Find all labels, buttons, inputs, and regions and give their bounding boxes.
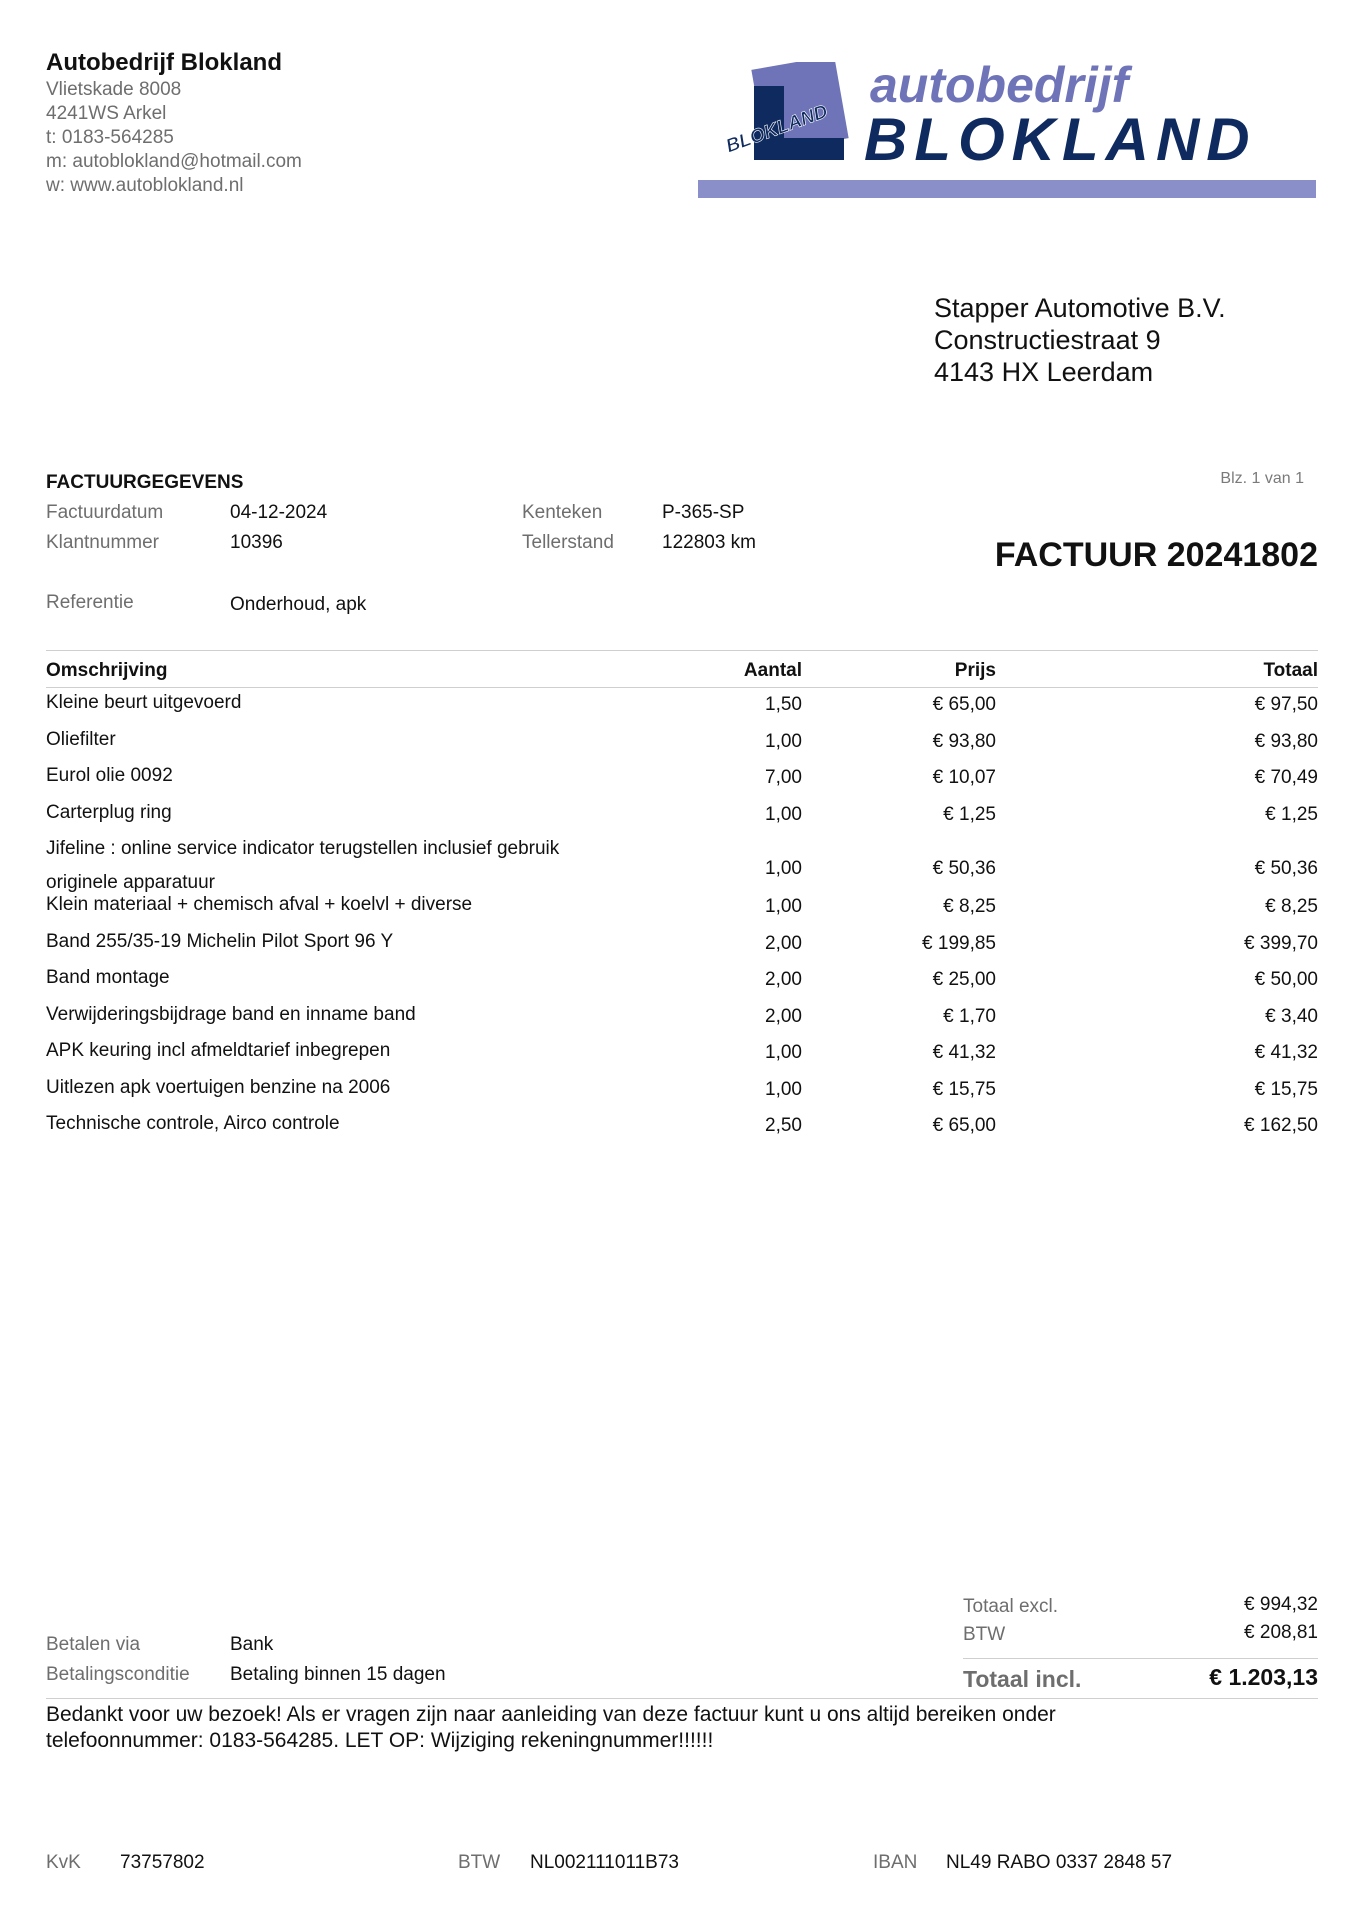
sender-address: Vlietskade 8008 xyxy=(46,79,182,100)
iban-number: NL49 RABO 0337 2848 57 xyxy=(946,1852,1173,1873)
logo-word-autobedrijf: autobedrijf xyxy=(870,62,1129,113)
line-description-continued: originele apparatuur xyxy=(46,872,216,893)
sender-block xyxy=(46,48,302,198)
reference: Onderhoud, apk xyxy=(230,594,367,615)
line-total: € 15,75 xyxy=(1254,1078,1318,1100)
table-row xyxy=(46,727,1318,764)
sender-website: w: www.autoblokland.nl xyxy=(46,175,244,196)
table-row xyxy=(46,836,1318,892)
customer-number: 10396 xyxy=(230,532,283,553)
line-total: € 1,25 xyxy=(1265,803,1318,825)
logo-bar xyxy=(698,180,1316,198)
line-unit-price: € 15,75 xyxy=(932,1078,996,1100)
payment-method: Bank xyxy=(230,1634,274,1655)
vat-number-label: BTW xyxy=(458,1852,501,1873)
recipient-block xyxy=(934,292,1226,388)
payment-method-label: Betalen via xyxy=(46,1634,141,1655)
odometer: 122803 km xyxy=(662,532,757,553)
vat-number: NL002111011B73 xyxy=(530,1852,679,1873)
table-top-rule xyxy=(46,650,1318,651)
payment-terms: Betaling binnen 15 dagen xyxy=(230,1664,446,1685)
line-description: Oliefilter xyxy=(46,728,116,750)
line-quantity: 1,00 xyxy=(765,730,802,752)
line-description: Kleine beurt uitgevoerd xyxy=(46,692,242,713)
line-total: € 50,00 xyxy=(1254,969,1318,990)
line-total: € 93,80 xyxy=(1254,730,1318,752)
line-total: € 8,25 xyxy=(1265,896,1318,917)
table-row xyxy=(46,1002,1318,1039)
grand-total-value: € 1.203,13 xyxy=(1209,1664,1318,1690)
subtotal-label: Totaal excl. xyxy=(963,1596,1059,1617)
reference-label: Referentie xyxy=(46,592,134,613)
line-quantity: 2,00 xyxy=(765,969,802,990)
kvk-label: KvK xyxy=(46,1852,81,1873)
line-unit-price: € 65,00 xyxy=(932,694,996,715)
line-unit-price: € 25,00 xyxy=(932,969,996,990)
line-quantity: 1,00 xyxy=(765,803,802,825)
table-row xyxy=(46,1075,1318,1112)
line-description: Klein materiaal + chemisch afval + koelvl + diverse xyxy=(46,894,473,915)
thank-you-line-2: telefoonnummer: 0183-564285. LET OP: Wijziging rekeningnummer!!!!!! xyxy=(46,1729,714,1752)
line-quantity: 2,50 xyxy=(765,1115,802,1136)
line-quantity: 1,50 xyxy=(765,694,802,715)
line-unit-price: € 10,07 xyxy=(932,767,996,788)
col-header-description: Omschrijving xyxy=(46,660,168,681)
logo-badge-text: BLOKLAND xyxy=(723,101,831,158)
line-quantity: 1,00 xyxy=(765,896,802,917)
logo-word-blokland: BLOKLAND xyxy=(864,106,1257,173)
line-description: Band 255/35-19 Michelin Pilot Sport 96 Y xyxy=(46,930,394,952)
line-description: Technische controle, Airco controle xyxy=(46,1113,340,1134)
line-description: Verwijderingsbijdrage band en inname band xyxy=(46,1003,416,1025)
table-row xyxy=(46,800,1318,837)
line-unit-price: € 41,32 xyxy=(932,1042,996,1063)
thank-you-note xyxy=(46,1702,1318,1754)
line-unit-price: € 50,36 xyxy=(932,858,996,879)
invoice-date: 04-12-2024 xyxy=(230,502,328,523)
line-quantity: 1,00 xyxy=(765,1042,802,1063)
line-description: APK keuring incl afmeldtarief inbegrepen xyxy=(46,1040,391,1061)
line-total: € 97,50 xyxy=(1254,694,1318,715)
col-header-quantity: Aantal xyxy=(743,660,802,681)
table-row xyxy=(46,763,1318,800)
customer-number-label: Klantnummer xyxy=(46,532,159,553)
line-total: € 41,32 xyxy=(1254,1042,1318,1063)
line-unit-price: € 8,25 xyxy=(943,896,996,917)
line-unit-price: € 93,80 xyxy=(932,730,996,752)
vat-value: € 208,81 xyxy=(1244,1622,1318,1643)
thank-you-line-1: Bedankt voor uw bezoek! Als er vragen zijn naar aanleiding van deze factuur kunt u ons altijd bereiken onder xyxy=(46,1703,1056,1726)
line-total: € 3,40 xyxy=(1265,1005,1318,1027)
invoice-date-label: Factuurdatum xyxy=(46,502,164,523)
table-row xyxy=(46,690,1318,727)
vat-label: BTW xyxy=(963,1624,1006,1645)
line-total: € 70,49 xyxy=(1254,767,1318,788)
line-quantity: 2,00 xyxy=(765,932,802,954)
license-plate-label: Kenteken xyxy=(522,502,603,523)
invoice-details-heading: FACTUURGEGEVENS xyxy=(46,472,244,493)
sender-name: Autobedrijf Blokland xyxy=(46,49,282,76)
line-quantity: 1,00 xyxy=(765,858,802,879)
line-total: € 399,70 xyxy=(1244,932,1318,954)
line-description: Band montage xyxy=(46,967,170,988)
kvk-number: 73757802 xyxy=(120,1852,205,1873)
payment-terms-label: Betalingsconditie xyxy=(46,1664,190,1685)
recipient-name: Stapper Automotive B.V. xyxy=(934,293,1226,323)
line-quantity: 2,00 xyxy=(765,1005,802,1027)
totals-rule xyxy=(963,1658,1318,1659)
line-description: Jifeline : online service indicator terugstellen inclusief gebruik xyxy=(46,838,560,859)
company-logo xyxy=(698,62,1318,202)
table-row xyxy=(46,1038,1318,1075)
iban-label: IBAN xyxy=(873,1852,918,1873)
sender-phone: t: 0183-564285 xyxy=(46,127,174,148)
line-unit-price: € 199,85 xyxy=(922,932,996,954)
line-quantity: 1,00 xyxy=(765,1078,802,1100)
subtotal-value: € 994,32 xyxy=(1244,1594,1318,1615)
line-description: Eurol olie 0092 xyxy=(46,765,173,786)
table-row xyxy=(46,892,1318,929)
line-unit-price: € 1,25 xyxy=(943,803,996,825)
page-number: Blz. 1 van 1 xyxy=(1220,470,1304,487)
line-description: Carterplug ring xyxy=(46,801,172,823)
line-total: € 50,36 xyxy=(1254,858,1318,879)
line-unit-price: € 65,00 xyxy=(932,1115,996,1136)
grand-total-label: Totaal incl. xyxy=(963,1666,1082,1692)
col-header-price: Prijs xyxy=(954,660,996,681)
table-row xyxy=(46,965,1318,1002)
line-unit-price: € 1,70 xyxy=(943,1005,996,1027)
table-row xyxy=(46,1111,1318,1148)
license-plate: P-365-SP xyxy=(662,502,745,523)
table-row xyxy=(46,929,1318,966)
line-description: Uitlezen apk voertuigen benzine na 2006 xyxy=(46,1076,391,1098)
invoice-title: FACTUUR 20241802 xyxy=(994,536,1318,574)
sender-email: m: autoblokland@hotmail.com xyxy=(46,151,302,172)
payment-rule xyxy=(46,1698,1318,1699)
odometer-label: Tellerstand xyxy=(522,532,614,553)
recipient-street: Constructiestraat 9 xyxy=(934,325,1161,355)
sender-postal: 4241WS Arkel xyxy=(46,103,167,124)
line-quantity: 7,00 xyxy=(765,767,802,788)
line-total: € 162,50 xyxy=(1244,1115,1318,1136)
recipient-city: 4143 HX Leerdam xyxy=(934,357,1154,387)
col-header-total: Totaal xyxy=(1263,660,1318,681)
